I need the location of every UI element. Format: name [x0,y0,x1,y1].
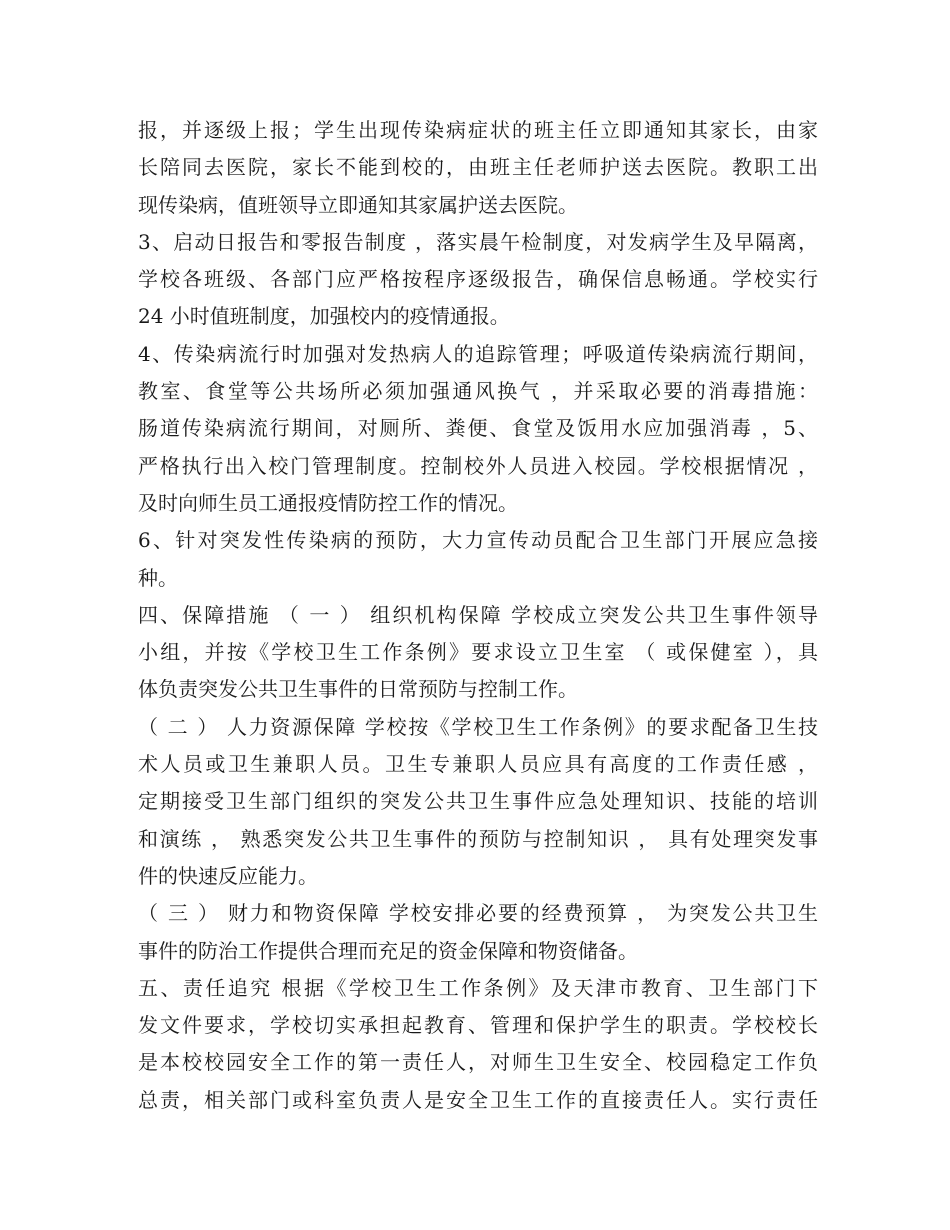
text-line: 发文件要求，学校切实承担起教育、管理和保护学生的职责。学校校长 [138,1013,818,1038]
text-line: 术人员或卫生兼职人员。卫生专兼职人员应具有高度的工作责任感 ， [138,752,818,777]
text-line: 定期接受卫生部门组织的突发公共卫生事件应急处理知识、技能的培训 [138,789,818,814]
text-line: 教室、食堂等公共场所必须加强通风换气 ，并采取必要的消毒措施： [138,379,818,404]
text-line: 肠道传染病流行期间，对厕所、粪便、食堂及饭用水应加强消毒 ，5、 [138,416,818,441]
text-line: 报，并逐级上报；学生出现传染病症状的班主任立即通知其家长，由家 [138,118,818,142]
text-line: （ 三 ） 财力和物资保障 学校安排必要的经费预算 ， 为突发公共卫生 [138,901,818,926]
text-line: 和演练 ， 熟悉突发公共卫生事件的预防与控制知识 ， 具有处理突发事 [138,826,818,851]
text-line: 严格执行出入校门管理制度。控制校外人员进入校园。学校根据情况 ， [138,453,818,478]
text-line: 件的快速反应能力。 [138,863,318,888]
text-line: 及时向师生员工通报疫情防控工作的情况。 [138,490,518,515]
text-line: 四、保障措施 （ 一 ） 组织机构保障 学校成立突发公共卫生事件领导 [138,602,818,627]
text-line: 体负责突发公共卫生事件的日常预防与控制工作。 [138,677,578,702]
text-line: 3、启动日报告和零报告制度 ，落实晨午检制度，对发病学生及早隔离， [138,229,818,254]
text-line: 是本校校园安全工作的第一责任人，对师生卫生安全、校园稳定工作负 [138,1050,818,1075]
text-line: 总责，相关部门或科室负责人是安全卫生工作的直接责任人。实行责任 [138,1087,818,1112]
text-line: 4、传染病流行时加强对发热病人的追踪管理；呼吸道传染病流行期间， [138,341,818,366]
text-line: 种。 [138,565,178,590]
text-line: 事件的防治工作提供合理而充足的资金保障和物资储备。 [138,938,638,963]
document-body [138,112,818,1119]
text-line: 长陪同去医院，家长不能到校的，由班主任老师护送去医院。教职工出 [138,155,818,180]
text-line: （ 二 ） 人力资源保障 学校按《学校卫生工作条例》的要求配备卫生技 [138,714,818,739]
text-line: 五、责任追究 根据《学校卫生工作条例》及天津市教育、卫生部门下 [138,975,818,1000]
text-line: 24 小时值班制度，加强校内的疫情通报。 [138,304,510,329]
text-line: 6、针对突发性传染病的预防，大力宣传动员配合卫生部门开展应急接 [138,528,818,553]
text-line: 小组，并按《学校卫生工作条例》要求设立卫生室 （ 或保健室 ），具 [138,640,818,665]
text-line: 现传染病，值班领导立即通知其家属护送去医院。 [138,192,578,217]
text-line: 学校各班级、各部门应严格按程序逐级报告，确保信息畅通。学校实行 [138,267,818,292]
